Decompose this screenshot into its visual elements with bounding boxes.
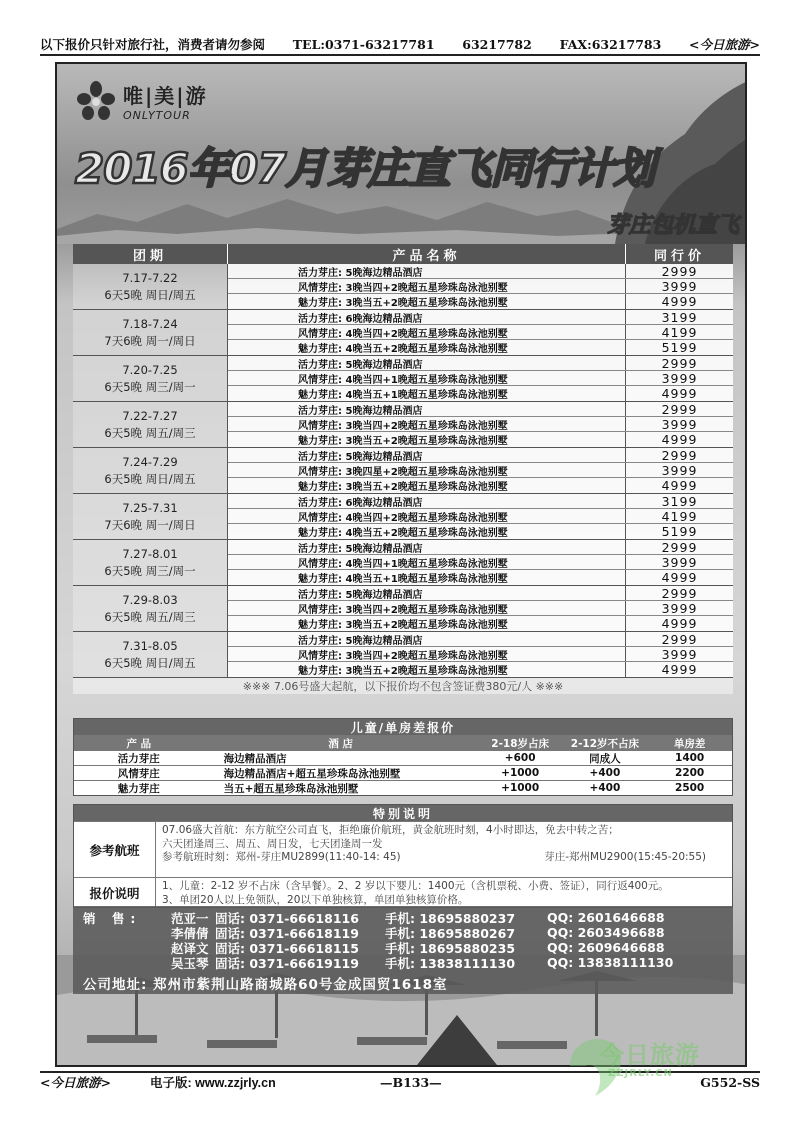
product-price: 3999 [626, 279, 733, 293]
product-name: 魅力芽庄: 4晚当五+1晚超五星珍珠岛泳池别墅 [228, 386, 626, 401]
child-nobed-price: +400 [589, 767, 621, 779]
header-bar [40, 34, 760, 56]
group-rows [228, 356, 733, 401]
group-date-cell [73, 402, 228, 447]
group-date-cell [73, 586, 228, 631]
group-date-cell [73, 448, 228, 493]
table-row [228, 509, 733, 524]
product-price: 4999 [626, 386, 733, 401]
header-price: 同行价 [653, 248, 705, 264]
contact-qq: QQ: 13838111130 [547, 955, 674, 970]
group-duration: 6天5晚 周三/周一 [104, 379, 196, 394]
child-bed-price: +1000 [501, 782, 540, 794]
page-subtitle: 芽庄包机直飞 [606, 213, 739, 238]
child-nobed-price: +400 [589, 782, 621, 794]
schedule-group [73, 494, 733, 540]
footer-page: —B133— [380, 1074, 442, 1090]
header-product: 产品名称 [228, 244, 626, 264]
product-price: 3999 [626, 555, 733, 569]
header-tel: TEL:0371-63217781 [292, 36, 435, 52]
price-label: 报价说明 [74, 878, 156, 907]
product-name: 风情芽庄: 3晚当四+2晚超五星珍珠岛泳池别墅 [228, 601, 626, 615]
group-rows [228, 402, 733, 447]
product-price: 2999 [626, 356, 733, 370]
schedule-group [73, 264, 733, 310]
group-duration: 6天5晚 周日/周五 [104, 471, 196, 486]
product-name: 风情芽庄: 3晚四星+2晚超五星珍珠岛泳池别墅 [228, 463, 626, 477]
product-price: 4999 [626, 294, 733, 309]
price-info [156, 878, 732, 907]
contact-tel: 固话: 0371-66618119 [215, 925, 359, 941]
table-row [228, 586, 733, 601]
flight-info-row [74, 821, 732, 877]
product-price: 4199 [626, 509, 733, 523]
product-name: 风情芽庄: 4晚当四+1晚超五星珍珠岛泳池别墅 [228, 371, 626, 385]
flight-line: 六天团逢周三、周五、周日发，七天团逢周一发 [162, 837, 383, 850]
price-line: 3、单团20人以上免领队，20以下单独核算，单团单独核算价格。 [162, 893, 469, 906]
child-header-single: 单房差 [673, 737, 706, 750]
single-supplement: 2200 [675, 767, 705, 779]
child-pricing-header [74, 735, 732, 750]
product-price: 4999 [626, 616, 733, 631]
table-row [228, 386, 733, 401]
group-date: 7.31-8.05 [122, 638, 178, 653]
product-price: 2999 [626, 632, 733, 646]
flight-info [156, 822, 732, 877]
flight-label: 参考航班 [74, 822, 156, 877]
child-product: 魅力芽庄 [117, 782, 160, 795]
schedule-header [73, 244, 733, 264]
contact-name: 吴玉琴 [171, 955, 209, 971]
table-row [228, 294, 733, 309]
contact-tel: 固话: 0371-66618115 [215, 940, 359, 956]
table-row [228, 540, 733, 555]
group-duration: 7天6晚 周一/周日 [104, 333, 196, 348]
product-name: 活力芽庄: 6晚海边精品酒店 [228, 310, 626, 324]
product-price: 4999 [626, 570, 733, 585]
schedule-groups [73, 264, 733, 678]
group-date: 7.24-7.29 [122, 454, 178, 469]
table-row [228, 371, 733, 386]
group-duration: 6天5晚 周三/周一 [104, 563, 196, 578]
schedule-group [73, 402, 733, 448]
flight-times [162, 851, 726, 865]
contact-qq: QQ: 2603496688 [547, 925, 665, 940]
group-rows [228, 448, 733, 493]
schedule-group [73, 310, 733, 356]
product-price: 2999 [626, 540, 733, 554]
group-rows [228, 632, 733, 677]
product-name: 魅力芽庄: 3晚当五+2晚超五星珍珠岛泳池别墅 [228, 662, 626, 677]
product-price: 2999 [626, 402, 733, 416]
group-duration: 6天5晚 周五/周三 [104, 425, 196, 440]
product-name: 魅力芽庄: 3晚当五+2晚超五星珍珠岛泳池别墅 [228, 294, 626, 309]
table-row [228, 310, 733, 325]
logo-cn: 唯|美|游 [123, 84, 208, 108]
contact-mobile: 手机: 18695880237 [385, 910, 516, 926]
contact-row [83, 955, 723, 970]
product-name: 活力芽庄: 5晚海边精品酒店 [228, 586, 626, 600]
group-date: 7.29-8.03 [122, 592, 178, 607]
contact-mobile: 手机: 18695880267 [385, 925, 516, 941]
table-row [74, 780, 732, 795]
table-row [228, 340, 733, 355]
price-info-row [74, 877, 732, 907]
table-row [228, 570, 733, 585]
table-row [228, 432, 733, 447]
product-name: 活力芽庄: 5晚海边精品酒店 [228, 448, 626, 462]
product-name: 魅力芽庄: 4晚当五+2晚超五星珍珠岛泳池别墅 [228, 340, 626, 355]
product-name: 风情芽庄: 4晚当四+2晚超五星珍珠岛泳池别墅 [228, 509, 626, 523]
product-name: 魅力芽庄: 3晚当五+2晚超五星珍珠岛泳池别墅 [228, 616, 626, 631]
child-header-bed: 2-18岁占床 [491, 737, 550, 750]
product-price: 3199 [626, 310, 733, 324]
child-header-product: 产 品 [126, 737, 152, 750]
schedule-group [73, 540, 733, 586]
page-title: 2016年07月芽庄直飞同行计划 [75, 144, 655, 193]
group-date: 7.22-7.27 [122, 408, 178, 423]
table-row [228, 264, 733, 279]
flower-logo-icon [75, 80, 117, 122]
table-row [74, 750, 732, 765]
table-row [228, 616, 733, 631]
product-price: 4999 [626, 478, 733, 493]
product-name: 风情芽庄: 4晚当四+1晚超五星珍珠岛泳池别墅 [228, 555, 626, 569]
sales-label: 销 售: [83, 910, 142, 926]
product-price: 2999 [626, 448, 733, 462]
group-duration: 6天5晚 周日/周五 [104, 287, 196, 302]
footer-code: G552-SS [700, 1074, 760, 1090]
table-row [228, 417, 733, 432]
group-rows [228, 540, 733, 585]
table-row [228, 662, 733, 677]
group-rows [228, 310, 733, 355]
schedule-group [73, 632, 733, 678]
group-rows [228, 586, 733, 631]
child-pricing-rows [74, 750, 732, 795]
special-notes [73, 804, 733, 908]
table-row [228, 647, 733, 662]
table-row [74, 765, 732, 780]
child-product: 风情芽庄 [117, 767, 160, 780]
flight-line: 07.06盛大首航：东方航空公司直飞，拒绝廉价航班，黄金航班时刻，4小时即达，免去中转之苦； [162, 824, 619, 836]
table-row [228, 356, 733, 371]
product-name: 活力芽庄: 6晚海边精品酒店 [228, 494, 626, 508]
visa-note: ※※※ 7.06号盛大起航，以下报价均不包含签证费380元/人 ※※※ [73, 678, 733, 694]
table-row [228, 632, 733, 647]
table-row [228, 478, 733, 493]
footer-web[interactable]: 电子版: www.zzjrly.cn [150, 1076, 276, 1090]
table-row [228, 448, 733, 463]
child-bed-price: +1000 [501, 767, 540, 779]
header-tel2: 63217782 [462, 36, 532, 52]
child-bed-price: +600 [504, 752, 536, 764]
product-price: 4199 [626, 325, 733, 339]
product-name: 风情芽庄: 3晚当四+2晚超五星珍珠岛泳池别墅 [228, 647, 626, 661]
company-address: 公司地址: 郑州市紫荆山路商城路60号金成国贸1618室 [83, 977, 448, 993]
child-nobed-price: 同成人 [589, 752, 621, 765]
group-date: 7.17-7.22 [122, 270, 178, 285]
product-name: 活力芽庄: 5晚海边精品酒店 [228, 264, 626, 278]
price-line: 1、儿童：2-12 岁不占床（含早餐）。2、2 岁以下婴儿：1400元（含机票税、小费、签证），同行返400元。 [162, 880, 669, 892]
special-title: 特别说明 [74, 805, 732, 821]
product-price: 4999 [626, 432, 733, 447]
table-row [228, 524, 733, 539]
child-hotel: 海边精品酒店 [223, 752, 287, 765]
group-date: 7.20-7.25 [122, 362, 178, 377]
brand-logo [75, 80, 208, 122]
group-duration: 6天5晚 周日/周五 [104, 655, 196, 670]
group-duration: 6天5晚 周五/周三 [104, 609, 196, 624]
group-date-cell [73, 632, 228, 677]
contact-mobile: 手机: 13838111130 [385, 955, 516, 971]
child-header-hotel: 酒 店 [328, 737, 354, 750]
product-price: 3999 [626, 371, 733, 385]
watermark-sub: ZZJRLY.CN [608, 1068, 673, 1079]
product-name: 魅力芽庄: 3晚当五+2晚超五星珍珠岛泳池别墅 [228, 478, 626, 493]
contact-qq: QQ: 2601646688 [547, 910, 665, 925]
schedule-table [73, 244, 733, 694]
header-brand: <今日旅游> [689, 37, 760, 52]
group-rows [228, 264, 733, 309]
footer-brand: <今日旅游> [40, 1075, 111, 1090]
product-name: 风情芽庄: 3晚当四+2晚超五星珍珠岛泳池别墅 [228, 417, 626, 431]
product-price: 3999 [626, 463, 733, 477]
group-date-cell [73, 264, 228, 309]
product-price: 3999 [626, 601, 733, 615]
child-product: 活力芽庄 [117, 752, 160, 765]
schedule-group [73, 586, 733, 632]
table-row [228, 601, 733, 616]
product-price: 3999 [626, 417, 733, 431]
table-row [228, 325, 733, 340]
product-name: 活力芽庄: 5晚海边精品酒店 [228, 402, 626, 416]
group-date-cell [73, 356, 228, 401]
group-duration: 7天6晚 周一/周日 [104, 517, 196, 532]
table-row [228, 494, 733, 509]
single-supplement: 1400 [675, 752, 705, 764]
product-price: 2999 [626, 586, 733, 600]
watermark-text: 今日旅游 [600, 1041, 700, 1069]
product-name: 活力芽庄: 5晚海边精品酒店 [228, 540, 626, 554]
schedule-group [73, 356, 733, 402]
child-pricing-table [73, 718, 733, 796]
product-name: 活力芽庄: 5晚海边精品酒店 [228, 356, 626, 370]
contact-name: 范亚一 [171, 910, 209, 926]
header-notice: 以下报价只针对旅行社，消费者请勿参阅 [40, 37, 266, 52]
product-name: 魅力芽庄: 4晚当五+1晚超五星珍珠岛泳池别墅 [228, 570, 626, 585]
logo-en: ONLYTOUR [123, 109, 191, 122]
product-name: 风情芽庄: 3晚当四+2晚超五星珍珠岛泳池别墅 [228, 279, 626, 293]
header-date: 团期 [73, 244, 228, 264]
product-price: 3999 [626, 647, 733, 661]
table-row [228, 402, 733, 417]
group-date-cell [73, 494, 228, 539]
child-pricing-title: 儿童/单房差报价 [74, 719, 732, 735]
product-name: 魅力芽庄: 3晚当五+2晚超五星珍珠岛泳池别墅 [228, 432, 626, 447]
child-hotel: 当五+超五星珍珠岛泳池别墅 [223, 782, 359, 795]
group-date: 7.27-8.01 [122, 546, 178, 561]
group-date-cell [73, 540, 228, 585]
product-price: 3199 [626, 494, 733, 508]
contact-name: 赵译文 [171, 940, 209, 956]
product-price: 5199 [626, 340, 733, 355]
contact-tel: 固话: 0371-66619119 [215, 955, 359, 971]
group-date: 7.18-7.24 [122, 316, 178, 331]
contact-tel: 固话: 0371-66618116 [215, 910, 359, 926]
product-name: 魅力芽庄: 4晚当五+2晚超五星珍珠岛泳池别墅 [228, 524, 626, 539]
group-date-cell [73, 310, 228, 355]
poster [55, 62, 747, 1067]
group-rows [228, 494, 733, 539]
table-row [228, 279, 733, 294]
flight-back: 芽庄-郑州MU2900(15:45-20:55) [544, 851, 706, 863]
product-price: 5199 [626, 524, 733, 539]
single-supplement: 2500 [675, 782, 705, 794]
contact-name: 李倩倩 [171, 925, 209, 941]
table-row [228, 463, 733, 478]
contact-mobile: 手机: 18695880235 [385, 940, 516, 956]
child-hotel: 海边精品酒店+超五星珍珠岛泳池别墅 [223, 767, 401, 780]
product-price: 2999 [626, 264, 733, 278]
group-date: 7.25-7.31 [122, 500, 178, 515]
contact-qq: QQ: 2609646688 [547, 940, 665, 955]
table-row [228, 555, 733, 570]
flight-out: 参考航班时刻：郑州-芽庄MU2899(11:40-14: 45) [162, 851, 401, 863]
header-fax: FAX:63217783 [559, 36, 662, 52]
child-header-nobed: 2-12岁不占床 [570, 737, 640, 750]
product-name: 活力芽庄: 5晚海边精品酒店 [228, 632, 626, 646]
product-price: 4999 [626, 662, 733, 677]
schedule-group [73, 448, 733, 494]
contact-rows [83, 910, 723, 970]
product-name: 风情芽庄: 4晚当四+2晚超五星珍珠岛泳池别墅 [228, 325, 626, 339]
contact-block [73, 906, 733, 994]
